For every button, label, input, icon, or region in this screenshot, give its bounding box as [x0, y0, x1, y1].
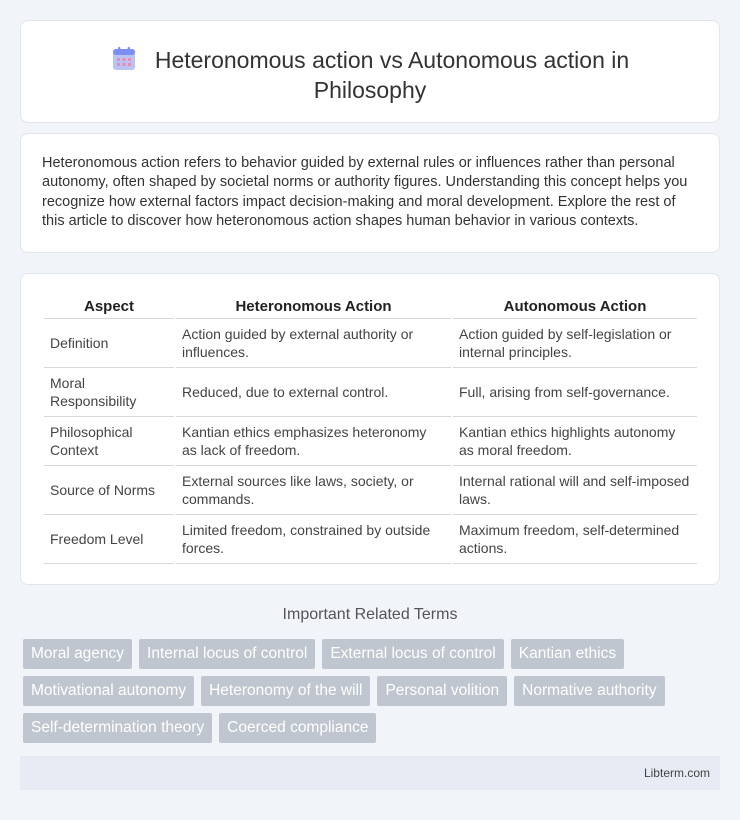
footer-site-link[interactable]: Libterm.com [643, 766, 710, 780]
table-row [44, 319, 697, 368]
row-heteronomous-cell: Reduced, due to external control. [176, 368, 451, 417]
row-autonomous-cell: Action guided by self-legislation or internal principles. [453, 319, 697, 368]
row-heteronomous-cell: Action guided by external authority or influences. [176, 319, 451, 368]
related-terms-list [23, 639, 703, 743]
row-aspect-cell: Philosophical Context [44, 417, 174, 466]
page-title-row [21, 45, 719, 105]
header-card [20, 20, 720, 123]
table-header-row [44, 296, 697, 319]
table-row [44, 417, 697, 466]
related-term-tag[interactable]: Self-determination theory [23, 713, 212, 743]
row-aspect-cell: Source of Norms [44, 466, 174, 515]
row-heteronomous-cell: External sources like laws, society, or commands. [176, 466, 451, 515]
intro-card [20, 133, 720, 253]
row-heteronomous-cell: Kantian ethics emphasizes heteronomy as lack of freedom. [176, 417, 451, 466]
comparison-table [42, 296, 699, 564]
intro-paragraph: Heteronomous action refers to behavior guided by external rules or influences rather than personal autonomy, often shaped by societal norms or authority figures. Understanding this concept helps you recognize how external factors impact decision-making and moral development. Explore the rest of this article to discover how heteronomous action shapes human behavior in various contexts. [42, 155, 688, 229]
related-term-tag[interactable]: Personal volition [377, 676, 507, 706]
row-heteronomous-cell: Limited freedom, constrained by outside forces. [176, 515, 451, 564]
row-autonomous-cell: Kantian ethics highlights autonomy as moral freedom. [453, 417, 697, 466]
row-aspect-cell: Freedom Level [44, 515, 174, 564]
related-term-tag[interactable]: Coerced compliance [219, 713, 376, 743]
related-terms-heading: Important Related Terms [282, 606, 458, 623]
comparison-table-card [20, 273, 720, 585]
column-header-autonomous: Autonomous Action [453, 296, 697, 319]
related-term-tag[interactable]: Internal locus of control [139, 639, 315, 669]
table-row [44, 466, 697, 515]
row-aspect-cell: Moral Responsibility [44, 368, 174, 417]
related-term-tag[interactable]: Heteronomy of the will [201, 676, 370, 706]
column-header-heteronomous: Heteronomous Action [176, 296, 451, 319]
page-title: Heteronomous action vs Autonomous action in Philosophy [154, 47, 630, 103]
related-term-tag[interactable]: Kantian ethics [511, 639, 624, 669]
table-row [44, 515, 697, 564]
table-row [44, 368, 697, 417]
row-autonomous-cell: Internal rational will and self-imposed laws. [453, 466, 697, 515]
related-term-tag[interactable]: External locus of control [322, 639, 503, 669]
column-header-aspect: Aspect [44, 296, 174, 319]
related-term-tag[interactable]: Motivational autonomy [23, 676, 194, 706]
row-autonomous-cell: Maximum freedom, self-determined actions. [453, 515, 697, 564]
calendar-grid-icon [111, 46, 137, 72]
footer [20, 756, 720, 790]
row-autonomous-cell: Full, arising from self-governance. [453, 368, 697, 417]
row-aspect-cell: Definition [44, 319, 174, 368]
related-term-tag[interactable]: Normative authority [514, 676, 664, 706]
related-term-tag[interactable]: Moral agency [23, 639, 132, 669]
